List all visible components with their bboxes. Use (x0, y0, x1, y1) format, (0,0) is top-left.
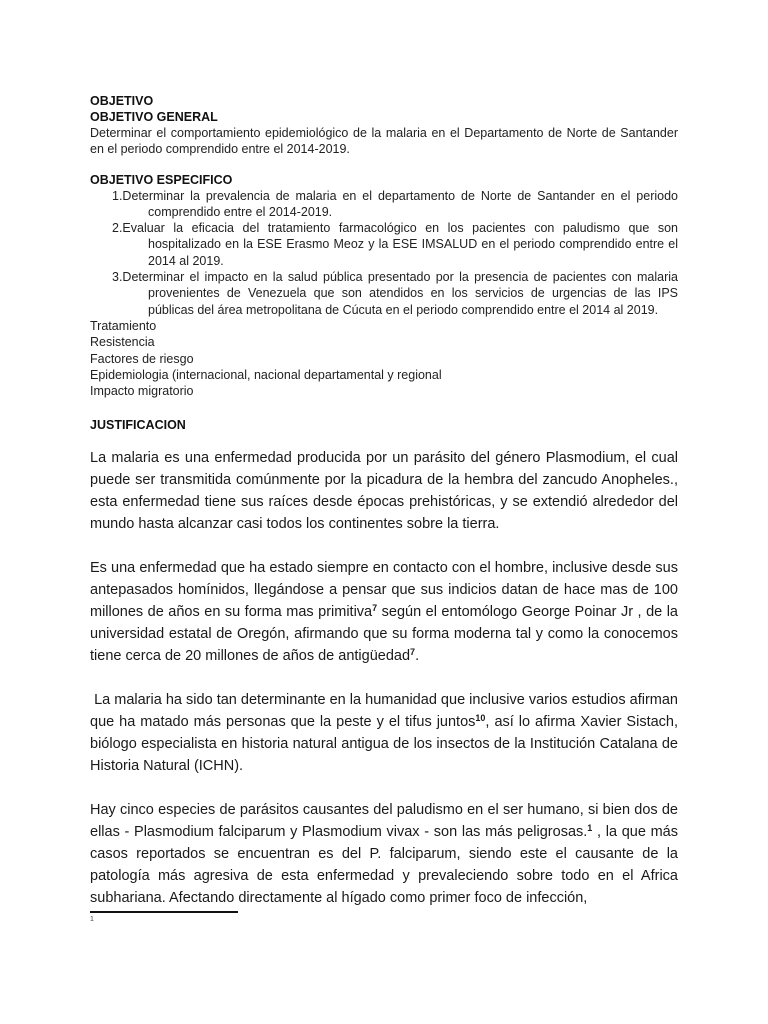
paragraph-text: según el entomólogo George Poinar Jr , de la universidad estatal de Oregón, afirmando que su forma moderna tal y como la conocemos tiene cerca de 20 millones de años de antigüedad (90, 604, 678, 665)
citation-superscript: 7 (372, 603, 378, 614)
heading-objetivo-general: OBJETIVO GENERAL (90, 110, 218, 124)
topic-item: Factores de riesgo (90, 351, 194, 366)
topic-item: Epidemiologia (internacional, nacional departamental y regional (90, 367, 442, 382)
objetivo-especifico-item: 2.Evaluar la eficacia del tratamiento farmacológico en los pacientes con paludismo que son hospitalizado en la ESE Erasmo Meoz y la ESE IMSALUD en el periodo comprendido entre el 2014 al 2019. (112, 221, 678, 268)
topic-item: Tratamiento (90, 318, 157, 333)
justificacion-paragraph-2 (90, 557, 678, 667)
citation-superscript: 1 (587, 823, 593, 834)
paragraph-text: , así lo afirma Xavier Sistach, biólogo especialista en historia natural antigua de los insectos de la Institución Catalana de Historia Natural (ICHN). (90, 714, 678, 775)
heading-objetivo-especifico: OBJETIVO ESPECIFICO (90, 172, 233, 187)
paragraph-text: Es una enfermedad que ha estado siempre en contacto con el hombre, inclusive desde sus antepasados homínidos, llegándose a pensar que sus indicios datan de hace mas de 100 millones de años en su forma mas primitiva (90, 560, 678, 621)
objetivos-especificos-list (90, 188, 678, 318)
document-page (90, 93, 683, 909)
objetivo-especifico-item: 1.Determinar la prevalencia de malaria en el departamento de Norte de Santander en el periodo comprendido entre el 2014-2019. (112, 188, 678, 219)
heading-objetivo: OBJETIVO (90, 94, 154, 108)
justificacion-paragraph-4 (90, 799, 678, 909)
paragraph-text: Hay cinco especies de parásitos causantes del paludismo en el ser humano, si bien dos de ellas - Plasmodium falciparum y Plasmodium vivax - son las más peligrosas. (90, 802, 678, 841)
paragraph-text: La malaria ha sido tan determinante en la humanidad que inclusive varios estudios afirman que ha matado más personas que la peste y el tifus juntos (90, 692, 683, 731)
objetivo-especifico-item: 3.Determinar el impacto en la salud pública presentado por la presencia de pacientes con malaria provenientes de Venezuela que son atendidos en los servicios de urgencias de las IPS públicas del área metropolitana de Cúcuta en el periodo comprendido entre el 2014 al 2019. (112, 270, 678, 317)
justificacion-paragraph-1: La malaria es una enfermedad producida por un parásito del género Plasmodium, el cual puede ser transmitida comúnmente por la picadura de la hembra del zancudo Anopheles., esta enfermedad tiene sus raíces desde épocas prehistóricas, y se extendió alrededor del mundo hasta alcanzar casi todos los continentes sobre la tierra. (90, 450, 678, 533)
topic-item: Impacto migratorio (90, 384, 194, 399)
footnote-separator (90, 911, 238, 913)
topic-item: Resistencia (90, 335, 155, 350)
citation-superscript: 7 (410, 647, 416, 658)
paragraph-text: , la que más casos reportados se encuentran es del P. falciparum, siendo este el causante de la patología más agresiva de esta enfermedad y prevaleciendo sobre todo en el Africa subhariana. Afectando directamente al hígado como primer foco de infección, (90, 824, 678, 907)
justificacion-paragraph-3 (90, 689, 683, 777)
objetivo-general-text: Determinar el comportamiento epidemiológico de la malaria en el Departamento de Norte de Santander en el periodo comprendido entre el 2014-2019. (90, 126, 678, 157)
citation-superscript: 10 (475, 713, 486, 724)
footnote-mark: 1 (90, 916, 94, 923)
paragraph-text: . (415, 648, 420, 665)
heading-justificacion: JUSTIFICACION (90, 418, 186, 433)
